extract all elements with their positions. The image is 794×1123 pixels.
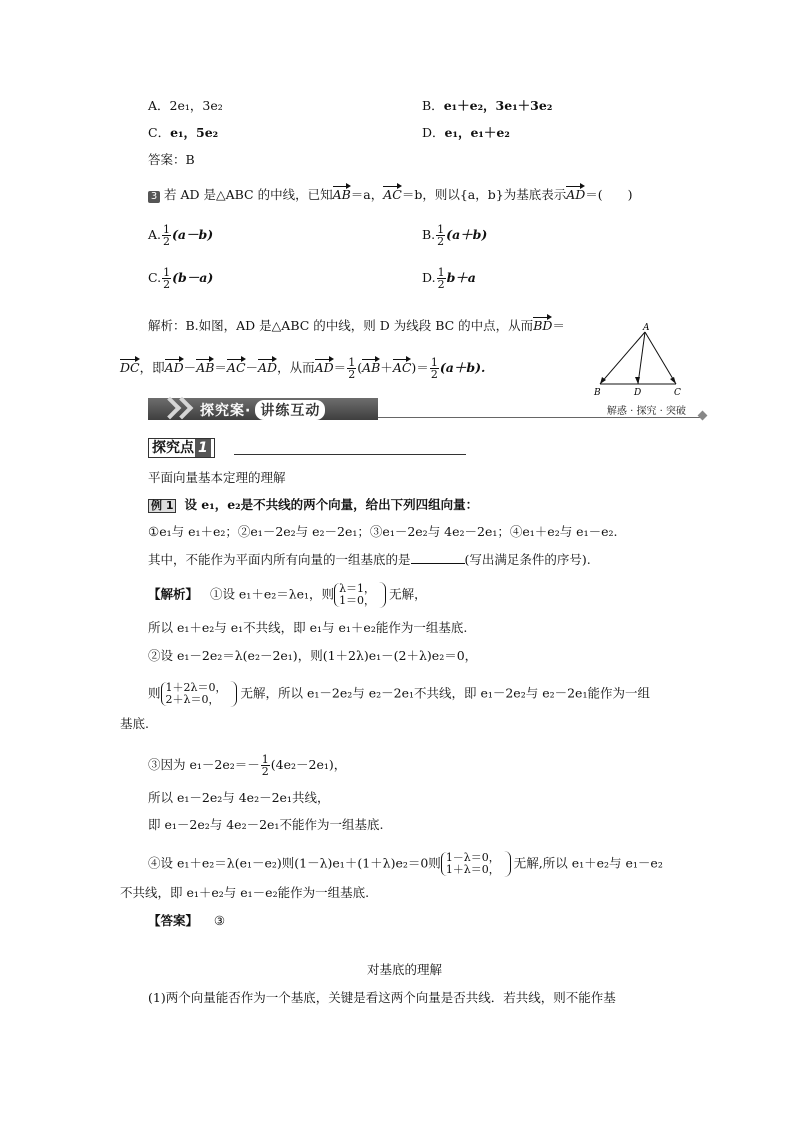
arrowhead-ac [670,377,676,384]
example-question: 其中，不能作为平面内所有向量的一组基底的是 (写出满足条件的序号). [148,552,591,567]
example-label: 例 1 [148,499,176,513]
example-groups: ①e₁与 e₁＋e₂；②e₁－2e₂与 e₂－2e₁；③e₁－2e₂与 4e₂－2e₁；④e₁＋e₂与 e₁－e₂. [148,524,618,539]
analysis-label: 【解析】 [148,586,199,602]
q3-option-a: A. $\frac{1}{2}$ (a－b) [148,223,214,248]
summary-paragraph: (1)两个向量能否作为一个基底，关键是看这两个向量是否共线．若共线，则不能作基 [148,990,616,1005]
analysis-step4-conclusion: 不共线，即 e₁＋e₂与 e₁－e₂能作为一组基底. [120,885,370,900]
q2-option-b: B．e₁＋e₂，3e₁＋3e₂ [422,98,553,113]
q3-stem: 3 若 AD 是△ABC 的中线，已知AB＝a，AC＝b，则以{a，b}为基底表示AD＝( ) [148,187,633,203]
question-number-badge: 3 [148,191,160,203]
q3-option-c: C. $\frac{1}{2}$ (b－a) [148,266,214,291]
answer-label: 【答案】 [148,913,199,928]
section-banner [148,398,706,420]
analysis-step1: 【解析】 ①设 e₁＋e₂＝λe₁，则 λ＝1， 1＝0， 无解， [148,582,427,607]
analysis-step3: ③因为 e₁－2e₂＝－ $\frac{1}{2}$ (4e₂－2e₁)， [148,753,347,778]
analysis-step4: ④设 e₁＋e₂＝λ(e₁－e₂)则(1－λ)e₁＋(1＋λ)e₂＝0则 1－λ＝0， 1＋λ＝0， 无解,所以 e₁＋e₂与 e₁－e₂ [148,851,663,876]
q2-option-c: C．e₁，5e₂ [148,125,219,140]
banner-title: 探究案· 讲练互动 [200,400,325,420]
q3-option-b: B. $\frac{1}{2}$ (a＋b) [422,223,488,248]
q3-option-d: D. $\frac{1}{2}$ b＋a [422,266,476,291]
vertex-label-b: B [594,388,601,398]
q3-solution-line1: 解析：B.如图，AD 是△ABC 的中线，则 D 为线段 BC 的中点，从而BD＝ [148,318,565,333]
answer-blank [411,551,465,564]
analysis-step2-system: 则 1＋2λ＝0， 2＋λ＝0， 无解，所以 e₁－2e₂与 e₂－2e₁不共线，即 e₁－2e₂与 e₂－2e₁能作为一组 [148,681,650,706]
analysis-step3-conclusion: 即 e₁－2e₂与 4e₂－2e₁不能作为一组基底. [148,817,384,832]
analysis-step2-end: 基底. [120,716,149,731]
triangle-abc-figure [588,320,698,400]
example-stem: 例 1 设 e₁，e₂是不共线的两个向量，给出下列四组向量： [148,497,478,513]
arrowhead-ad [635,377,640,384]
q2-option-a: A．2e₁，3e₂ [148,98,223,113]
section-tag-rule [234,454,466,455]
answer-line: 【答案】 ③ [148,913,226,928]
q3-solution-line2: DC，即AD－AB＝AC－AD，从而AD＝ $\frac{1}{2}$ (AB＋AC)＝ $\frac{1}{2}$ (a＋b). [120,356,486,381]
analysis-step2: ②设 e₁－2e₂＝λ(e₂－2e₁)，则(1＋2λ)e₁－(2＋λ)e₂＝0， [148,648,478,663]
q2-option-d: D．e₁，e₁＋e₂ [422,125,510,140]
vertex-label-a: A [643,323,650,333]
q2-answer: 答案：B [148,152,195,167]
banner-title-highlight: 讲练互动 [255,400,325,420]
banner-rule [378,417,700,418]
side-ac [645,332,676,384]
median-ad [638,332,645,384]
section-heading: 平面向量基本定理的理解 [148,470,286,485]
diamond-icon [698,411,708,421]
section-tag: 探究点 1 [148,437,215,458]
analysis-step1-conclusion: 所以 e₁＋e₂与 e₁不共线，即 e₁与 e₁＋e₂能作为一组基底. [148,620,468,635]
banner-subtitle: 解惑 · 探究 · 突破 [606,406,686,417]
side-ab [600,332,645,384]
summary-title: 对基底的理解 [367,962,443,977]
analysis-step3-collinear: 所以 e₁－2e₂与 4e₂－2e₁共线， [148,790,330,805]
vertex-label-d: D [634,388,642,398]
vertex-label-c: C [674,388,681,398]
